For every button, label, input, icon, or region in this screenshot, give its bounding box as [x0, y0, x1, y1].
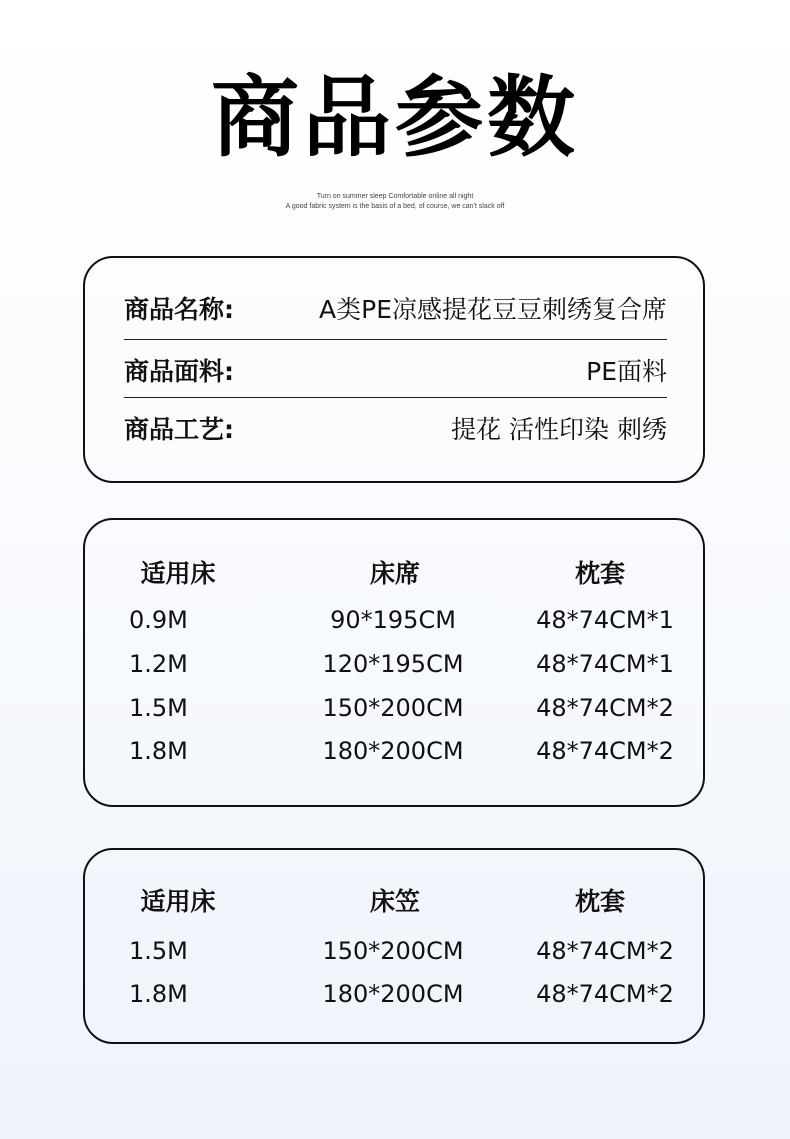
divider — [124, 397, 667, 398]
table-cell: 180*200CM — [322, 980, 464, 1008]
page-title: 商品参数 — [210, 66, 579, 169]
table-header: 枕套 — [574, 559, 625, 588]
table-cell: 48*74CM*2 — [536, 980, 674, 1008]
info-row-name — [124, 280, 667, 336]
table-cell: 48*74CM*2 — [536, 937, 674, 965]
table-cell: 180*200CM — [322, 737, 464, 765]
table-cell: 48*74CM*1 — [536, 650, 674, 678]
table-header: 床笠 — [369, 887, 420, 916]
subtitle-line-2: A good fabric system is the basis of a bed, of course, we can't slack off — [285, 203, 505, 210]
info-row-craft — [124, 400, 667, 456]
table-cell: 1.5M — [129, 937, 188, 965]
table-cell: 90*195CM — [330, 606, 456, 634]
table-header: 适用床 — [140, 887, 216, 916]
table-cell: 48*74CM*2 — [536, 694, 674, 722]
mat-size-table — [83, 518, 705, 807]
fitted-sheet-table — [83, 848, 705, 1044]
info-row-fabric — [124, 342, 667, 398]
table-cell: 48*74CM*2 — [536, 737, 674, 765]
table-cell: 150*200CM — [322, 694, 464, 722]
table-header: 适用床 — [140, 559, 216, 588]
table-cell: 1.2M — [129, 650, 188, 678]
info-value: A类PE凉感提花豆豆刺绣复合席 — [319, 295, 667, 324]
subtitle-line-1: Turn on summer sleep Comfortable online all night — [316, 193, 474, 200]
table-cell: 1.5M — [129, 694, 188, 722]
table-cell: 120*195CM — [322, 650, 464, 678]
table-cell: 48*74CM*1 — [536, 606, 674, 634]
info-label: 商品名称: — [124, 295, 234, 324]
table-header: 枕套 — [574, 887, 625, 916]
divider — [124, 339, 667, 340]
table-header: 床席 — [369, 559, 420, 588]
table-cell: 0.9M — [129, 606, 188, 634]
info-value: 提花 活性印染 刺绣 — [451, 415, 667, 444]
info-label: 商品工艺: — [124, 415, 234, 444]
info-value: PE面料 — [586, 357, 667, 386]
product-info-card — [83, 256, 705, 483]
table-cell: 150*200CM — [322, 937, 464, 965]
table-cell: 1.8M — [129, 980, 188, 1008]
table-cell: 1.8M — [129, 737, 188, 765]
info-label: 商品面料: — [124, 357, 234, 386]
